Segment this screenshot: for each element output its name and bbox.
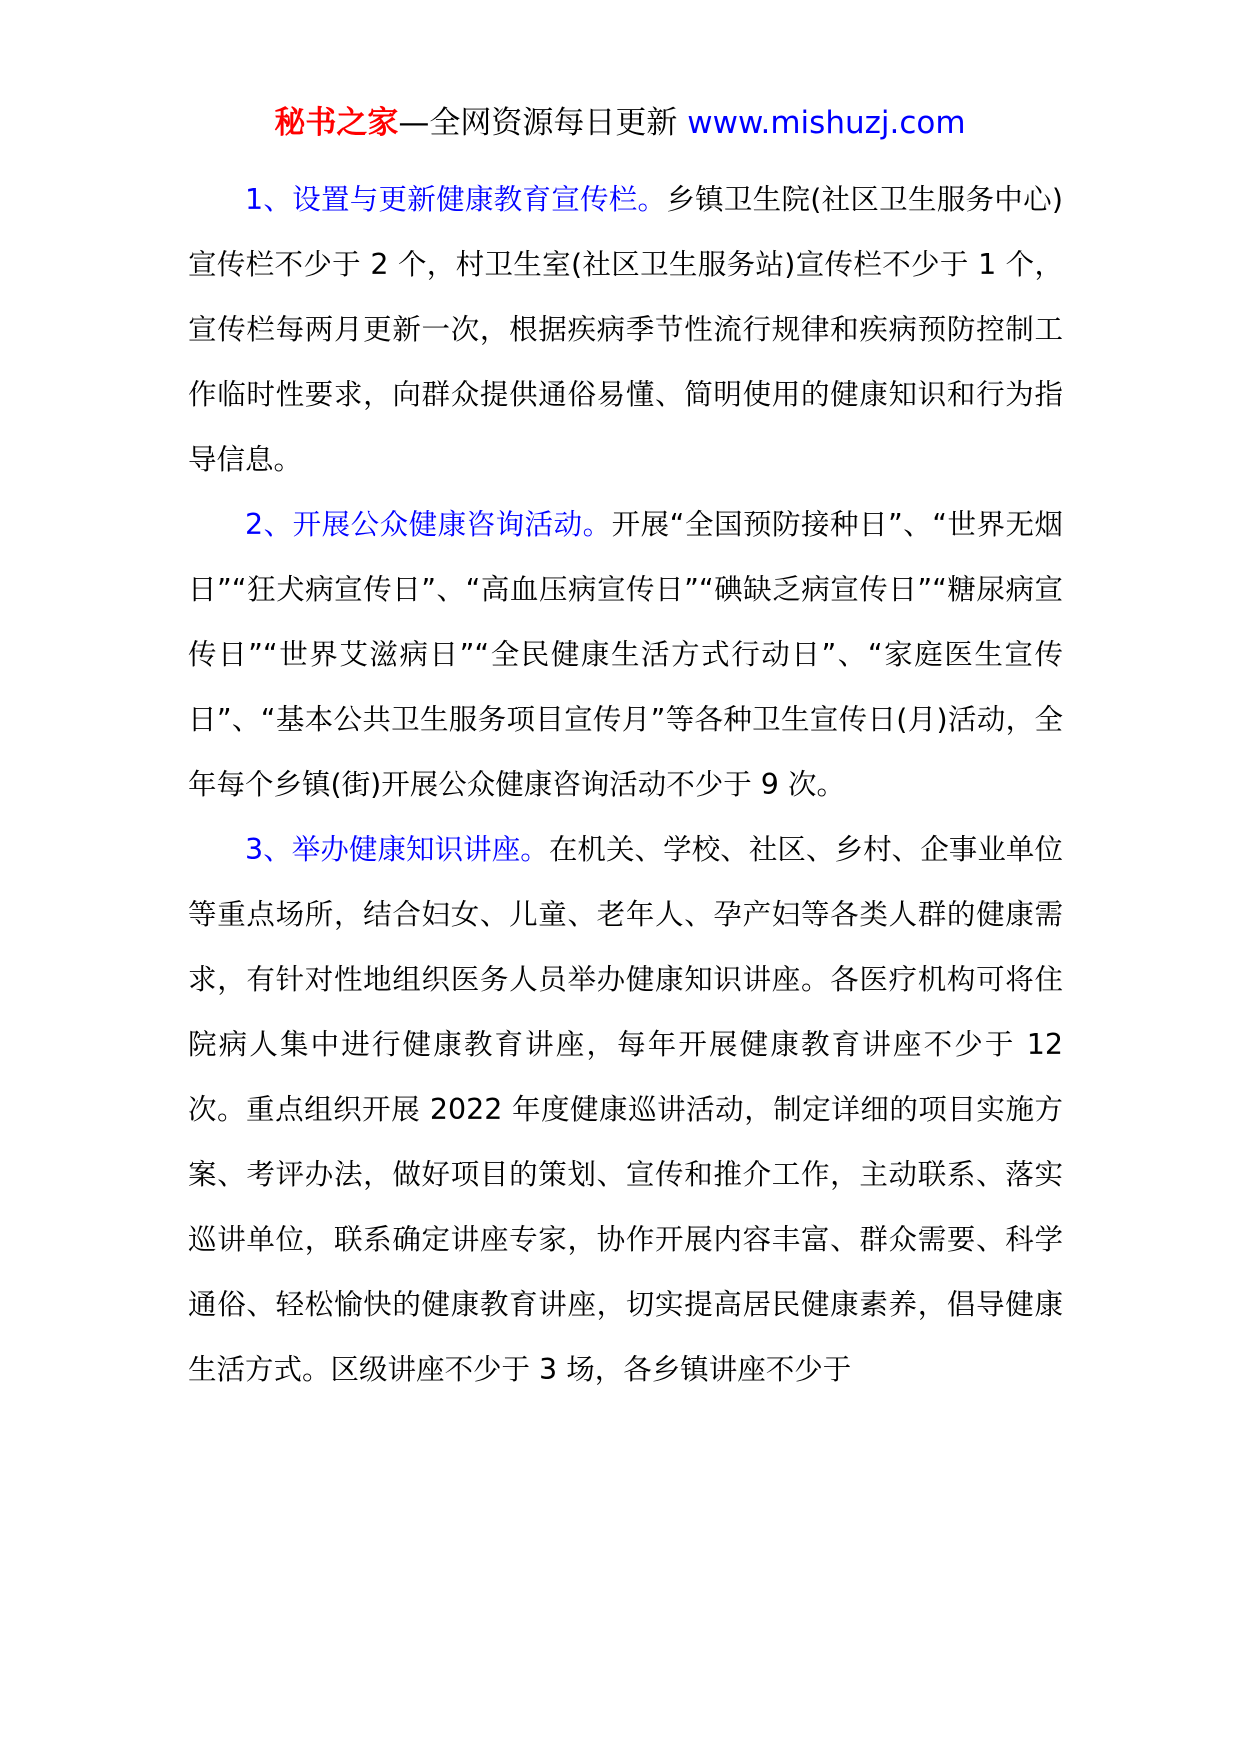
- paragraph-1: [188, 167, 1063, 492]
- paragraph-3: [188, 817, 1063, 1402]
- paragraph-3-text: 在机关、学校、社区、乡村、企事业单位等重点场所，结合妇女、儿童、老年人、孕产妇等各类人群的健康需求，有针对性地组织医务人员举办健康知识讲座。各医疗机构可将住院病人集中进行健康教育讲座，每年开展健康教育讲座不少于 12 次。重点组织开展 2022 年度健康巡讲活动，制定详细的项目实施方案、考评办法，做好项目的策划、宣传和推介工作，主动联系、落实巡讲单位，联系确定讲座专家，协作开展内容丰富、群众需要、科学通俗、轻松愉快的健康教育讲座，切实提高居民健康素养，倡导健康生活方式。区级讲座不少于 3 场，各乡镇讲座不少于: [188, 833, 1063, 1386]
- page-header: [0, 100, 1240, 146]
- paragraph-2-text: 开展“全国预防接种日”、“世界无烟日”“狂犬病宣传日”、“高血压病宣传日”“碘缺乏病宣传日”“糖尿病宣传日”“世界艾滋病日”“全民健康生活方式行动日”、“家庭医生宣传日”、“基本公共卫生服务项目宣传月”等各种卫生宣传日(月)活动，全年每个乡镇(街)开展公众健康咨询活动不少于 9 次。: [188, 508, 1064, 801]
- header-tagline: —全网资源每日更新: [398, 105, 688, 141]
- brand-name: 秘书之家: [274, 105, 399, 141]
- paragraph-2: [188, 492, 1063, 817]
- header-url-link[interactable]: www.mishuzj.com: [687, 105, 966, 141]
- paragraph-1-text: 乡镇卫生院(社区卫生服务中心)宣传栏不少于 2 个，村卫生室(社区卫生服务站)宣传栏不少于 1 个，宣传栏每两月更新一次，根据疾病季节性流行规律和疾病预防控制工作临时性要求，向群众提供通俗易懂、简明使用的健康知识和行为指导信息。: [188, 183, 1063, 476]
- paragraph-3-heading: 3、举办健康知识讲座。: [245, 833, 549, 866]
- paragraph-1-heading: 1、设置与更新健康教育宣传栏。: [245, 183, 667, 216]
- paragraph-2-heading: 2、开展公众健康咨询活动。: [245, 508, 612, 541]
- document-body: [188, 167, 1063, 1402]
